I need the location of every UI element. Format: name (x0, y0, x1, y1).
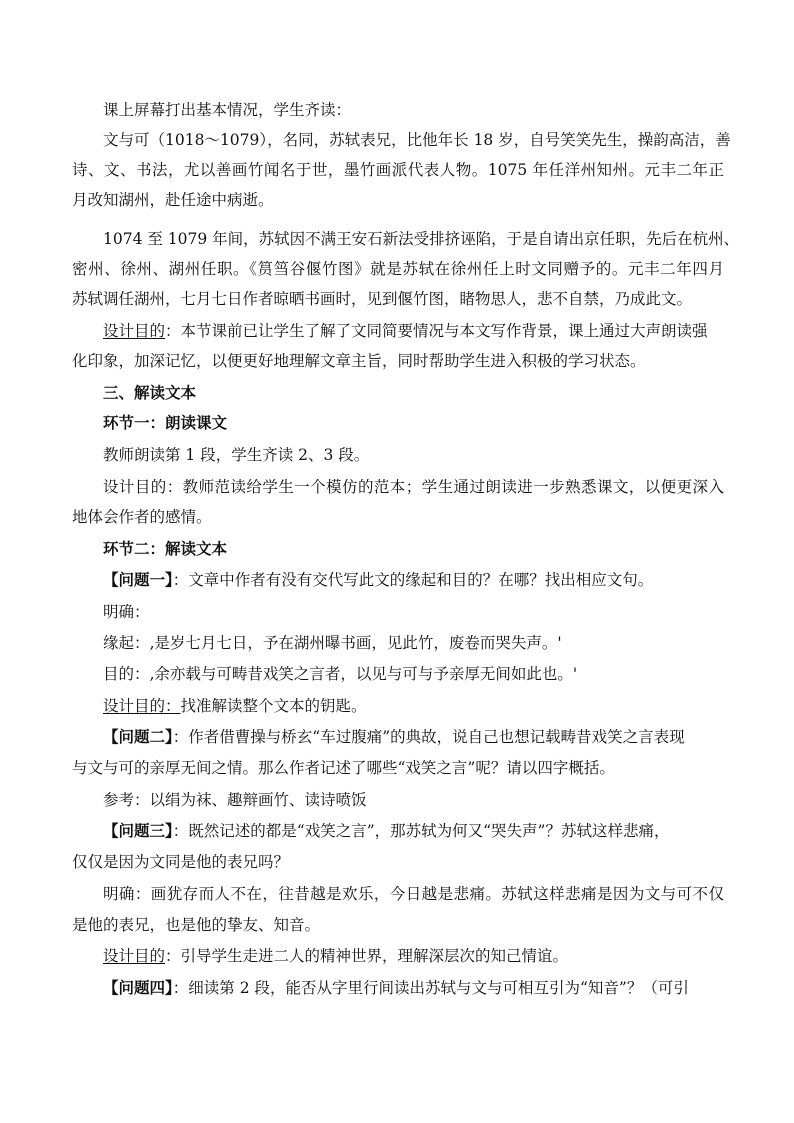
answer-label: 明确： (103, 603, 150, 621)
design-purpose-line (103, 321, 708, 341)
question-three-text: ：既然记述的都是“戏笑之言”，那苏轼为何又“哭失声”？苏轼这样悲痛， (172, 822, 670, 840)
question-four-line (103, 978, 689, 998)
paragraph-background-line: 密州、徐州、湖州任职。《筼筜谷偃竹图》就是苏轼在徐州任上时文同赠予的。元丰二年四月 (72, 260, 724, 278)
answer-origin: 缘起：‚是岁七月七日，予在湖州曝书画，见此竹，废卷而哭失声。' (103, 634, 562, 652)
paragraph-reading: 教师朗读第 1 段，学生齐读 2、3 段。 (103, 446, 370, 464)
question-one-label: 【问题一】 (103, 570, 173, 589)
subsection-heading: 环节一：朗读课文 (103, 413, 228, 432)
subsection-heading: 环节二：解读文本 (103, 539, 228, 558)
question-two-line (103, 727, 685, 747)
design-purpose-text: ：本节课前已让学生了解了文同简要情况与本文写作背景，课上通过大声朗读强 (165, 322, 708, 340)
design-purpose-line (103, 946, 568, 966)
design-purpose-label: 设计目的： (103, 697, 181, 715)
design-purpose-label: 设计目的 (103, 322, 166, 340)
question-two-line: 与文与可的亲厚无间之情。那么作者记述了哪些“戏笑之言”呢？请以四字概括。 (72, 759, 615, 777)
answer-line: 是他的表兄，也是他的挚友、知音。 (72, 916, 321, 934)
paragraph-background-line: 苏轼调任湖州，七月七日作者晾晒书画时，见到偃竹图，睹物思人，悲不自禁，乃成此文。 (72, 290, 693, 308)
question-three-label: 【问题三】 (103, 821, 173, 840)
question-four-label: 【问题四】 (103, 978, 173, 997)
question-one-line (103, 570, 653, 590)
question-three-line (103, 821, 669, 841)
design-purpose-text: ：引导学生走进二人的精神世界，理解深层次的知己情谊。 (165, 947, 569, 965)
question-two-text: ：作者借曹操与桥玄“车过腹痛”的典故，说自己也想记载畴昔戏笑之言表现 (172, 728, 685, 746)
section-heading: 三、解读文本 (103, 383, 197, 402)
question-three-line: 仅仅是因为文同是他的表兄吗？ (72, 853, 290, 871)
paragraph-wen-yuke-line: 月改知湖州，赴任途中病逝。 (72, 191, 274, 209)
design-purpose-line: 化印象，加深记忆，以便更好地理解文章主旨，同时帮助学生进入积极的学习状态。 (72, 352, 646, 370)
answer-purpose: 目的：‚余亦载与可畴昔戏笑之言者，以见与可与予亲厚无间如此也。' (103, 665, 578, 683)
reference-answer: 参考：以绢为袜、趣辩画竹、读诗喷饭 (103, 791, 367, 809)
question-one-text: ：文章中作者有没有交代写此文的缘起和目的？在哪？找出相应文句。 (172, 571, 654, 589)
design-purpose-line (103, 696, 367, 716)
paragraph-wen-yuke-line: 文与可（1018～1079），名同，苏轼表兄，比他年长 18 岁，自号笑笑先生，操韵高洁，善 (103, 131, 731, 149)
paragraph-intro: 课上屏幕打出基本情况，学生齐读： (103, 101, 352, 119)
paragraph-wen-yuke-line: 诗、文、书法，尤以善画竹闻名于世，墨竹画派代表人物。1075 年任洋州知州。元丰二年正 (72, 161, 724, 179)
question-two-label: 【问题二】 (103, 727, 173, 746)
design-purpose-text: 找准解读整个文本的钥匙。 (180, 697, 367, 715)
design-purpose-label: 设计目的 (103, 947, 166, 965)
paragraph-background-line: 1074 至 1079 年间，苏轼因不满王安石新法受排挤诬陷，于是自请出京任职，先后在杭州、 (103, 230, 740, 248)
answer-line: 明确：画犹存而人不在，往昔越是欢乐，今日越是悲痛。苏轼这样悲痛是因为文与可不仅 (103, 885, 724, 903)
design-purpose-line: 地体会作者的感情。 (72, 508, 212, 526)
question-four-text: ：细读第 2 段，能否从字里行间读出苏轼与文与可相互引为“知音”？（可引 (172, 979, 689, 997)
design-purpose-line: 设计目的：教师范读给学生一个模仿的范本；学生通过朗读进一步熟悉课文，以便更深入 (103, 478, 724, 496)
